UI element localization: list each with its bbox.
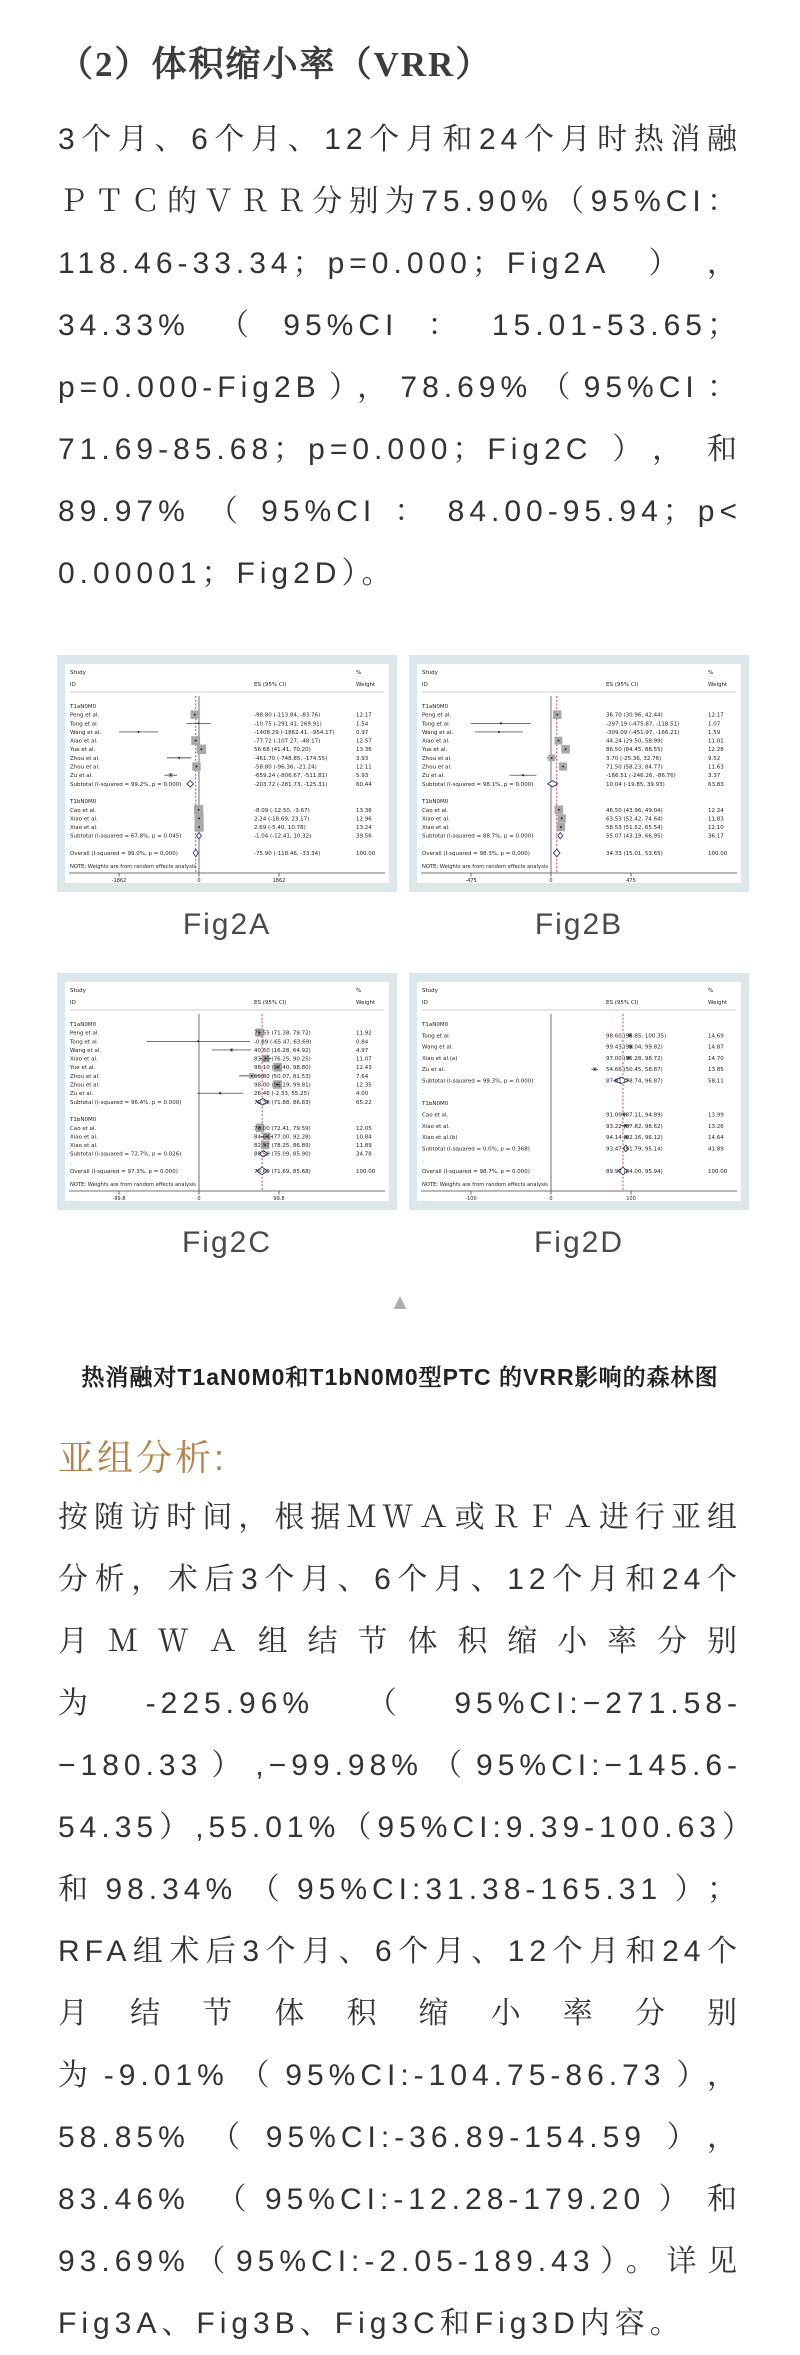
svg-text:%: % <box>356 670 362 676</box>
figure-fig2b <box>409 655 749 945</box>
forest-plot-fig2d <box>409 973 749 1210</box>
svg-text:65.80 (50.07, 81.53): 65.80 (50.07, 81.53) <box>254 1073 311 1080</box>
svg-text:Zhou et al.: Zhou et al. <box>70 1082 100 1089</box>
svg-text:87.81 (78.74, 96.87): 87.81 (78.74, 96.87) <box>606 1078 663 1085</box>
svg-text:0: 0 <box>549 1196 553 1202</box>
svg-text:1.07: 1.07 <box>708 721 721 728</box>
svg-text:97.00 (95.28, 98.72): 97.00 (95.28, 98.72) <box>606 1055 663 1062</box>
svg-text:Xiao et al.: Xiao et al. <box>70 1143 98 1150</box>
svg-text:Tong et al.: Tong et al. <box>422 1033 451 1040</box>
svg-text:Weight: Weight <box>356 1000 376 1006</box>
svg-text:Xiao et al.: Xiao et al. <box>70 1134 98 1141</box>
svg-text:3.70 (-25.36, 32.76): 3.70 (-25.36, 32.76) <box>606 755 662 762</box>
svg-text:10.84: 10.84 <box>356 1134 372 1141</box>
svg-text:0.84: 0.84 <box>356 1039 369 1046</box>
svg-text:-166.51 (-246.26, -86.76): -166.51 (-246.26, -86.76) <box>606 773 676 780</box>
collapse-control-row <box>0 1289 800 1315</box>
svg-text:36.17: 36.17 <box>708 833 724 840</box>
vrr-results-paragraph: 3个月、6个月、12个月和24个月时热消融ＰＴＣ的ＶＲＲ分别为75.90%（95%CI：118.46-33.34；p=0.000；Fig2A），34.33%（95%CI：15.01-53.65；p=0.000-Fig2B），78.69%（95%CI：71.69-85.68；p=0.000；Fig2C），和89.97%（95%CI：84.00-95.94；p< 0.00001；Fig2D）。 <box>58 123 742 590</box>
svg-text:Overall (I-squared = 98.3%, p: Overall (I-squared = 98.3%, p = 0.000) <box>422 851 530 857</box>
figure-fig2c <box>57 973 397 1263</box>
svg-text:14.69: 14.69 <box>708 1033 724 1040</box>
svg-text:-58.80 (-96.36, -21.24): -58.80 (-96.36, -21.24) <box>254 764 317 771</box>
svg-text:12.05: 12.05 <box>356 1125 372 1132</box>
svg-text:-77.72 (-107.27, -48.17): -77.72 (-107.27, -48.17) <box>254 738 321 745</box>
svg-text:13.99: 13.99 <box>708 1112 724 1119</box>
svg-text:4.97: 4.97 <box>356 1047 369 1054</box>
svg-text:10.04 (-19.85, 39.93): 10.04 (-19.85, 39.93) <box>606 781 665 788</box>
svg-text:ES (95% CI): ES (95% CI) <box>254 1000 287 1006</box>
svg-text:58.53 (51.52, 65.54): 58.53 (51.52, 65.54) <box>606 825 663 832</box>
svg-text:ID: ID <box>422 682 428 688</box>
svg-text:Weight: Weight <box>708 682 728 688</box>
svg-text:Zu et al.: Zu et al. <box>70 1091 93 1098</box>
svg-text:93.47 (91.79, 95.14): 93.47 (91.79, 95.14) <box>606 1146 663 1153</box>
svg-text:NOTE: Weights are from random: NOTE: Weights are from random effects analysis <box>422 1182 548 1188</box>
svg-text:14.64: 14.64 <box>708 1135 724 1142</box>
svg-text:1.59: 1.59 <box>708 729 721 736</box>
svg-text:.: . <box>70 790 72 797</box>
svg-text:56.68 (41.41, 70.20): 56.68 (41.41, 70.20) <box>254 747 311 754</box>
figure-fig2a <box>57 655 397 945</box>
svg-text:34.78: 34.78 <box>356 1151 372 1158</box>
svg-text:Zhou et al.: Zhou et al. <box>70 755 100 762</box>
svg-text:Yue et al.: Yue et al. <box>70 1065 96 1072</box>
svg-text:Cao et al.: Cao et al. <box>422 807 449 814</box>
svg-text:11.63: 11.63 <box>708 764 724 771</box>
svg-text:100.00: 100.00 <box>708 851 728 857</box>
svg-text:T1aN0M0: T1aN0M0 <box>422 704 449 710</box>
svg-text:12.17: 12.17 <box>708 712 724 719</box>
svg-text:Xiao et al.(a): Xiao et al.(a) <box>422 1055 458 1062</box>
svg-text:-461.70 (-748.85, -174.55): -461.70 (-748.85, -174.55) <box>254 755 328 762</box>
svg-text:14.70: 14.70 <box>708 1055 724 1062</box>
svg-text:-475: -475 <box>465 878 477 884</box>
forest-plot-fig2b <box>409 655 749 892</box>
svg-text:Zu et al.: Zu et al. <box>70 773 93 780</box>
svg-text:-8.09 (-12.50, -3.67): -8.09 (-12.50, -3.67) <box>254 807 310 814</box>
svg-text:-75.90 (-118.46, -33.34): -75.90 (-118.46, -33.34) <box>254 851 321 857</box>
svg-text:Study: Study <box>422 670 438 676</box>
svg-text:7.64: 7.64 <box>356 1073 369 1080</box>
svg-text:79.36 (71.88, 86.83): 79.36 (71.88, 86.83) <box>254 1099 311 1106</box>
svg-text:ID: ID <box>422 1000 428 1006</box>
svg-text:Wang et al.: Wang et al. <box>422 729 454 736</box>
svg-text:T1aN0M0: T1aN0M0 <box>70 704 97 710</box>
svg-text:Tong et al.: Tong et al. <box>70 1039 99 1046</box>
svg-text:%: % <box>708 988 714 994</box>
section-heading: （2）体积缩小率（VRR） <box>58 45 493 84</box>
svg-text:86.50 (84.45, 88.55): 86.50 (84.45, 88.55) <box>606 747 663 754</box>
svg-text:-99.8: -99.8 <box>112 1196 126 1202</box>
svg-text:93.22 (87.82, 98.62): 93.22 (87.82, 98.62) <box>606 1123 663 1130</box>
svg-text:-297.19 (-475.87, -118.51): -297.19 (-475.87, -118.51) <box>606 721 680 728</box>
svg-text:Weight: Weight <box>356 682 376 688</box>
svg-text:58.11: 58.11 <box>708 1078 724 1085</box>
svg-text:NOTE: Weights are from random: NOTE: Weights are from random effects analysis <box>70 864 196 870</box>
svg-text:100: 100 <box>626 1196 636 1202</box>
svg-text:Study: Study <box>70 988 86 994</box>
svg-text:98.00 (96.19, 99.81): 98.00 (96.19, 99.81) <box>254 1082 311 1089</box>
svg-text:T1bN0M0: T1bN0M0 <box>70 799 97 806</box>
svg-text:100.00: 100.00 <box>708 1169 728 1175</box>
svg-text:Subtotal (I-squared = 96.4%,: Subtotal (I-squared = 96.4%, p = 0.000) <box>70 1099 182 1106</box>
svg-text:Xiao et al.: Xiao et al. <box>422 1123 450 1130</box>
svg-text:Xiao et al.: Xiao et al. <box>70 1056 98 1063</box>
figure-label-fig2b: Fig2B <box>534 908 624 941</box>
svg-text:%: % <box>356 988 362 994</box>
svg-text:12.17: 12.17 <box>356 712 372 719</box>
svg-text:.: . <box>422 1157 424 1164</box>
svg-text:Yue et al.: Yue et al. <box>70 747 96 754</box>
svg-text:46.50 (43.96, 49.04): 46.50 (43.96, 49.04) <box>606 807 663 814</box>
svg-text:T1bN0M0: T1bN0M0 <box>422 1101 449 1108</box>
svg-text:99.43 (99.04, 99.82): 99.43 (99.04, 99.82) <box>606 1044 663 1051</box>
svg-text:63.83: 63.83 <box>708 781 724 788</box>
svg-text:Wang et al.: Wang et al. <box>70 729 102 736</box>
svg-text:Peng et al.: Peng et al. <box>422 712 452 719</box>
svg-text:55.07 (43.19, 66.95): 55.07 (43.19, 66.95) <box>606 833 663 840</box>
svg-text:.: . <box>70 1108 72 1115</box>
svg-text:Overall (I-squared = 97.3%, p: Overall (I-squared = 97.3%, p = 0.000) <box>70 1169 178 1175</box>
figure-label-fig2c: Fig2C <box>181 1226 273 1259</box>
svg-text:63.53 (52.42, 74.64): 63.53 (52.42, 74.64) <box>606 816 663 823</box>
svg-text:ID: ID <box>70 682 76 688</box>
svg-text:-203.72 (-281.73, -125.31): -203.72 (-281.73, -125.31) <box>254 781 328 788</box>
svg-text:12.57: 12.57 <box>356 738 372 745</box>
svg-text:.: . <box>422 1089 424 1096</box>
svg-text:Tong et al.: Tong et al. <box>70 721 99 728</box>
svg-text:-100: -100 <box>465 1196 477 1202</box>
svg-text:0: 0 <box>197 878 201 884</box>
svg-text:T1aN0M0: T1aN0M0 <box>70 1022 97 1028</box>
svg-text:89.97 (84.00, 95.94): 89.97 (84.00, 95.94) <box>606 1169 663 1175</box>
svg-text:26.46 (-2.33, 55.25): 26.46 (-2.33, 55.25) <box>254 1091 310 1098</box>
svg-text:60.44: 60.44 <box>356 781 372 788</box>
svg-text:Weight: Weight <box>708 1000 728 1006</box>
collapse-figures-button[interactable]: ▲ <box>389 1289 411 1314</box>
svg-text:Subtotal (I-squared = 72.7%,: Subtotal (I-squared = 72.7%, p = 0.026) <box>70 1151 182 1158</box>
svg-text:ID: ID <box>70 1000 76 1006</box>
svg-text:34.33 (15.01, 53.65): 34.33 (15.01, 53.65) <box>606 851 663 857</box>
svg-text:65.22: 65.22 <box>356 1099 372 1106</box>
svg-text:Study: Study <box>422 988 438 994</box>
svg-text:Subtotal (I-squared = 88.7%,: Subtotal (I-squared = 88.7%, p = 0.000) <box>422 833 534 840</box>
svg-text:41.89: 41.89 <box>708 1146 724 1153</box>
svg-text:.: . <box>422 842 424 849</box>
svg-text:Xiao et al.: Xiao et al. <box>70 816 98 823</box>
svg-text:Subtotal (I-squared = 0.0%, p: Subtotal (I-squared = 0.0%, p = 0.368) <box>422 1146 530 1153</box>
svg-text:12.24: 12.24 <box>708 807 724 814</box>
svg-text:Subtotal (I-squared = 67.8%,: Subtotal (I-squared = 67.8%, p = 0.045) <box>70 833 182 840</box>
svg-text:82.57 (78.25, 86.89): 82.57 (78.25, 86.89) <box>254 1143 311 1150</box>
svg-text:Xiao et al.: Xiao et al. <box>422 738 450 745</box>
svg-text:Subtotal (I-squared = 98.1%,: Subtotal (I-squared = 98.1%, p = 0.000) <box>422 781 534 788</box>
svg-text:-0.89 (-65.47, 63.69): -0.89 (-65.47, 63.69) <box>254 1039 312 1046</box>
svg-text:39.56: 39.56 <box>356 833 372 840</box>
svg-text:3.93: 3.93 <box>356 755 369 762</box>
svg-text:-1.04 (-12.41, 10.32): -1.04 (-12.41, 10.32) <box>254 833 312 840</box>
svg-text:ES (95% CI): ES (95% CI) <box>606 1000 639 1006</box>
svg-text:99.8: 99.8 <box>273 1196 285 1202</box>
svg-text:100.00: 100.00 <box>356 851 376 857</box>
svg-text:ES (95% CI): ES (95% CI) <box>606 682 639 688</box>
svg-text:100.00: 100.00 <box>356 1169 376 1175</box>
svg-text:Tong et al.: Tong et al. <box>422 721 451 728</box>
svg-text:11.92: 11.92 <box>356 1030 372 1037</box>
svg-text:5.93: 5.93 <box>356 773 369 780</box>
forest-plot-fig2a <box>57 655 397 892</box>
svg-text:Overall (I-squared = 98.7%, p: Overall (I-squared = 98.7%, p = 0.000) <box>422 1169 530 1175</box>
svg-text:12.28: 12.28 <box>708 747 724 754</box>
svg-text:12.10: 12.10 <box>708 825 724 832</box>
svg-text:Subtotal (I-squared = 99.3%,: Subtotal (I-squared = 99.3%, p = 0.000) <box>422 1078 534 1085</box>
svg-text:Xiao et al.: Xiao et al. <box>422 825 450 832</box>
svg-text:12.35: 12.35 <box>356 1082 372 1089</box>
svg-text:Overall (I-squared = 99.0%, p: Overall (I-squared = 99.0%, p = 0.000) <box>70 851 178 857</box>
svg-text:Zhou et al.: Zhou et al. <box>70 764 100 771</box>
svg-text:54.66 (50.45, 58.87): 54.66 (50.45, 58.87) <box>606 1067 663 1074</box>
svg-text:11.83: 11.83 <box>708 816 724 823</box>
svg-text:Zhou et al.: Zhou et al. <box>422 755 452 762</box>
article-page <box>0 45 800 2340</box>
svg-text:11.07: 11.07 <box>356 1056 372 1063</box>
svg-text:13.36: 13.36 <box>356 747 372 754</box>
svg-text:Zhou et al.: Zhou et al. <box>70 1073 100 1080</box>
svg-text:4.00: 4.00 <box>356 1091 369 1098</box>
svg-text:Zhou et al.: Zhou et al. <box>422 764 452 771</box>
svg-text:13.24: 13.24 <box>356 825 372 832</box>
svg-text:Subtotal (I-squared = 99.2%,: Subtotal (I-squared = 99.2%, p = 0.000) <box>70 781 182 788</box>
svg-text:0.97: 0.97 <box>356 729 369 736</box>
svg-text:12.11: 12.11 <box>356 764 372 771</box>
svg-text:T1aN0M0: T1aN0M0 <box>422 1022 449 1028</box>
svg-text:12.43: 12.43 <box>356 1065 372 1072</box>
svg-text:98.60 (96.85, 100.35): 98.60 (96.85, 100.35) <box>606 1033 667 1040</box>
svg-text:1862: 1862 <box>272 878 286 884</box>
svg-text:Study: Study <box>70 670 86 676</box>
svg-text:9.52: 9.52 <box>708 755 721 762</box>
svg-text:Peng et al.: Peng et al. <box>70 712 100 719</box>
svg-text:71.50 (58.23, 84.77): 71.50 (58.23, 84.77) <box>606 764 663 771</box>
svg-text:%: % <box>708 670 714 676</box>
svg-text:-1862: -1862 <box>111 878 127 884</box>
svg-text:475: 475 <box>626 878 636 884</box>
subgroup-heading: 亚组分析: <box>58 1437 228 1478</box>
svg-text:Cao et al.: Cao et al. <box>422 1112 449 1119</box>
svg-text:84.64 (77.00, 92.28): 84.64 (77.00, 92.28) <box>254 1134 311 1141</box>
svg-text:-309.09 (-451.97, -166.21): -309.09 (-451.97, -166.21) <box>606 729 680 736</box>
forest-plot-fig2c <box>57 973 397 1210</box>
svg-text:13.85: 13.85 <box>708 1067 724 1074</box>
svg-text:80.50 (75.09, 85.90): 80.50 (75.09, 85.90) <box>254 1151 311 1158</box>
svg-text:13.26: 13.26 <box>708 1123 724 1130</box>
svg-text:.: . <box>70 842 72 849</box>
svg-text:Cao et al.: Cao et al. <box>70 807 97 814</box>
svg-text:76.00 (72.41, 79.59): 76.00 (72.41, 79.59) <box>254 1125 311 1132</box>
svg-text:Xiao et al.: Xiao et al. <box>70 825 98 832</box>
svg-text:2.69 (-5.40, 10.78): 2.69 (-5.40, 10.78) <box>254 825 306 832</box>
figure-fig2d <box>409 973 749 1263</box>
svg-text:Xiao et al.: Xiao et al. <box>422 816 450 823</box>
svg-text:Zu et al.: Zu et al. <box>422 773 445 780</box>
svg-text:-659.24 (-806.67, -511.81): -659.24 (-806.67, -511.81) <box>254 773 328 780</box>
svg-text:Wang et al.: Wang et al. <box>70 1047 102 1054</box>
svg-text:.: . <box>422 790 424 797</box>
svg-text:3.37: 3.37 <box>708 773 721 780</box>
svg-text:1.54: 1.54 <box>356 721 369 728</box>
figure-grid <box>57 655 749 1263</box>
svg-text:11.01: 11.01 <box>708 738 724 745</box>
svg-text:94.14 (92.16, 96.12): 94.14 (92.16, 96.12) <box>606 1135 663 1142</box>
svg-text:40.60 (16.28, 64.92): 40.60 (16.28, 64.92) <box>254 1047 311 1054</box>
svg-text:13.36: 13.36 <box>356 807 372 814</box>
svg-text:NOTE: Weights are from random: NOTE: Weights are from random effects analysis <box>422 864 548 870</box>
svg-text:91.00 (87.11, 94.89): 91.00 (87.11, 94.89) <box>606 1112 663 1119</box>
svg-text:Peng et al.: Peng et al. <box>70 1030 100 1037</box>
svg-text:12.96: 12.96 <box>356 816 372 823</box>
svg-text:75.55 (71.38, 79.72): 75.55 (71.38, 79.72) <box>254 1030 311 1037</box>
figure-caption: 热消融对T1aN0M0和T1bN0M0型PTC 的VRR影响的森林图 <box>81 1364 719 1390</box>
svg-text:T1bN0M0: T1bN0M0 <box>70 1117 97 1124</box>
svg-text:83.25 (76.25, 90.25): 83.25 (76.25, 90.25) <box>254 1056 311 1063</box>
svg-text:Zu et al.: Zu et al. <box>422 1067 445 1074</box>
figure-label-fig2d: Fig2D <box>533 1226 625 1259</box>
figure-label-fig2a: Fig2A <box>182 908 272 941</box>
subgroup-paragraph: 按随访时间，根据ＭＷＡ或ＲＦＡ进行亚组分析，术后3个月、6个月、12个月和24个月ＭＷＡ组结节体积缩小率分别为-225.96%（95%CI:−271.58-−180.33）,−99.98%（95%CI:−145.6-54.35）,55.01%（95%CI:9.39-100.63）和98.34%（95%CI:31.38-165.31）；RFA组术后3个月、6个月、12个月和24个月结节体积缩小率分别为-9.01%（95%CI:-104.75-86.73），58.85%（95%CI:-36.89-154.59），83.46% （95%CI:-12.28-179.20）和93.69%（95%CI:-2.05-189.43）。详见Fig3A、Fig3B、Fig3C和Fig3D内容。 <box>58 1501 742 2340</box>
svg-text:36.70 (30.96, 42.44): 36.70 (30.96, 42.44) <box>606 712 663 719</box>
svg-text:2.24 (-18.69, 23.17): 2.24 (-18.69, 23.17) <box>254 816 310 823</box>
svg-text:11.89: 11.89 <box>356 1143 372 1150</box>
svg-text:T1bN0M0: T1bN0M0 <box>422 799 449 806</box>
svg-text:Wang et al.: Wang et al. <box>422 1044 454 1051</box>
svg-text:78.69 (71.69, 85.68): 78.69 (71.69, 85.68) <box>254 1169 311 1175</box>
svg-text:Yue et al.: Yue et al. <box>422 747 448 754</box>
svg-text:0: 0 <box>197 1196 201 1202</box>
svg-text:Cao et al.: Cao et al. <box>70 1125 97 1132</box>
svg-text:0: 0 <box>549 878 553 884</box>
svg-text:NOTE: Weights are from random: NOTE: Weights are from random effects analysis <box>70 1182 196 1188</box>
svg-text:.: . <box>70 1160 72 1167</box>
svg-text:44.24 (29.50, 58.99): 44.24 (29.50, 58.99) <box>606 738 663 745</box>
svg-text:98.10 (97.40, 98.80): 98.10 (97.40, 98.80) <box>254 1065 311 1072</box>
svg-text:Xiao et al.(b): Xiao et al.(b) <box>422 1135 458 1142</box>
svg-text:-1408.29 (-1862.41, -954.17): -1408.29 (-1862.41, -954.17) <box>254 729 335 736</box>
svg-text:14.87: 14.87 <box>708 1044 724 1051</box>
svg-text:-10.75 (-291.41, 269.91): -10.75 (-291.41, 269.91) <box>254 721 322 728</box>
svg-text:-98.80 (-113.84, -83.76): -98.80 (-113.84, -83.76) <box>254 712 321 719</box>
svg-text:ES (95% CI): ES (95% CI) <box>254 682 287 688</box>
svg-text:Xiao et al.: Xiao et al. <box>70 738 98 745</box>
